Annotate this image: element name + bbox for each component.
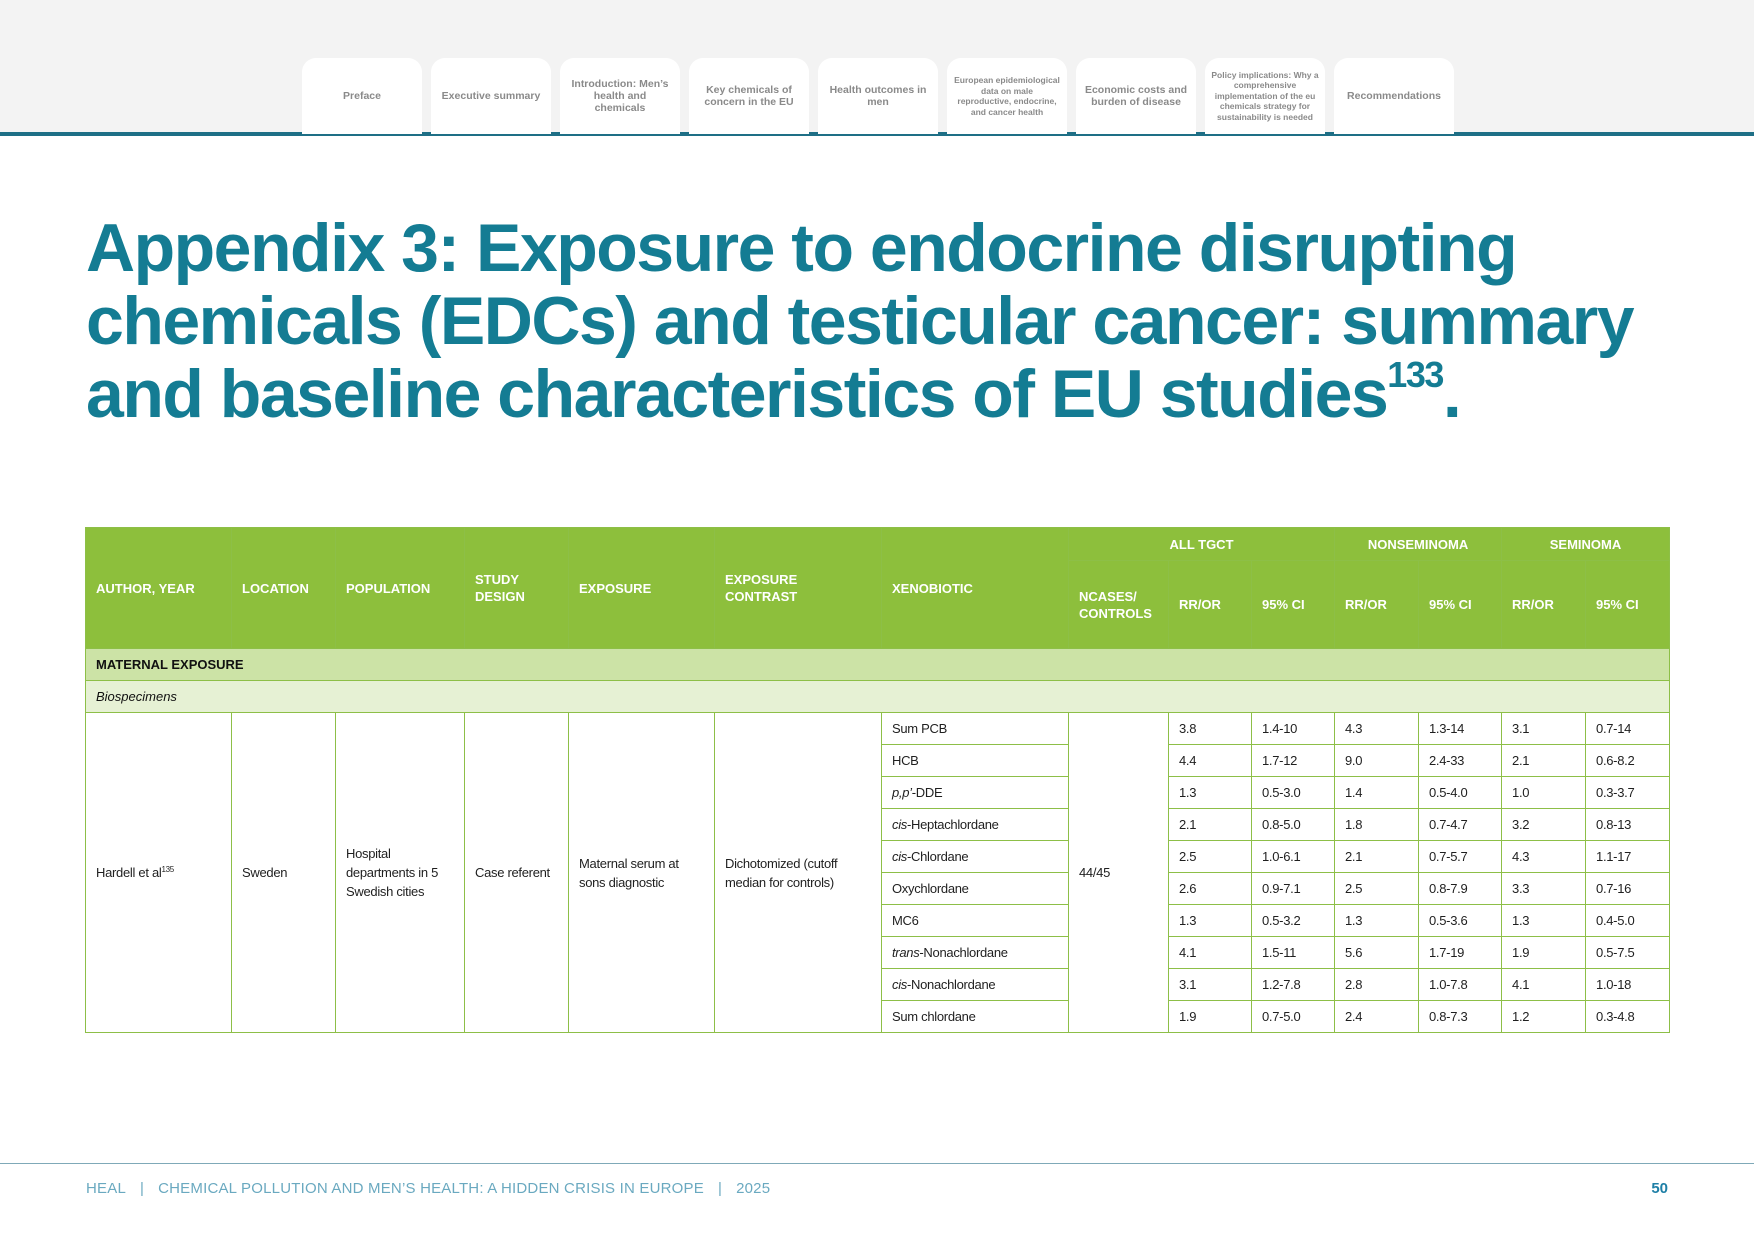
xenobiotic-prefix: cis bbox=[892, 977, 907, 992]
cell-all-ci: 0.8-5.0 bbox=[1252, 809, 1335, 841]
cell-non-ci: 0.5-4.0 bbox=[1419, 777, 1502, 809]
cell-xenobiotic bbox=[882, 873, 1069, 905]
cell-non-ci: 1.0-7.8 bbox=[1419, 969, 1502, 1001]
cell-all-rr: 2.6 bbox=[1169, 873, 1252, 905]
cell-all-rr: 1.9 bbox=[1169, 1001, 1252, 1033]
xenobiotic-prefix: cis bbox=[892, 817, 907, 832]
cell-non-ci: 2.4-33 bbox=[1419, 745, 1502, 777]
xenobiotic-prefix: cis bbox=[892, 849, 907, 864]
footer-year: 2025 bbox=[736, 1180, 771, 1197]
cell-sem-rr: 3.1 bbox=[1502, 713, 1586, 745]
xenobiotic-name: HCB bbox=[892, 753, 919, 768]
tab-economic-costs[interactable] bbox=[1076, 58, 1196, 134]
footer-separator: | bbox=[717, 1180, 723, 1197]
cell-study-design: Case referent bbox=[465, 713, 569, 1033]
tab-label: European epidemiological data on male reproductive, endocrine, and cancer health bbox=[954, 75, 1060, 117]
footer-report-title: CHEMICAL POLLUTION AND MEN’S HEALTH: A HIDDEN CRISIS IN EUROPE bbox=[158, 1180, 704, 1197]
tab-executive-summary[interactable] bbox=[431, 58, 551, 134]
cell-non-rr: 9.0 bbox=[1335, 745, 1419, 777]
cell-sem-rr: 1.3 bbox=[1502, 905, 1586, 937]
page-number: 50 bbox=[1651, 1180, 1668, 1197]
cell-sem-rr: 1.9 bbox=[1502, 937, 1586, 969]
xenobiotic-name: MC6 bbox=[892, 913, 919, 928]
cell-sem-rr: 4.3 bbox=[1502, 841, 1586, 873]
cell-sem-ci: 0.7-14 bbox=[1586, 713, 1670, 745]
cell-non-ci: 0.7-4.7 bbox=[1419, 809, 1502, 841]
cell-sem-ci: 0.8-13 bbox=[1586, 809, 1670, 841]
cell-xenobiotic bbox=[882, 745, 1069, 777]
cell-all-ci: 0.5-3.0 bbox=[1252, 777, 1335, 809]
header-all-rr: RR/OR bbox=[1169, 561, 1252, 649]
author-reference: 135 bbox=[161, 865, 174, 874]
section-label: MATERNAL EXPOSURE bbox=[86, 649, 1670, 681]
cell-all-rr: 2.1 bbox=[1169, 809, 1252, 841]
header-xenobiotic: XENOBIOTIC bbox=[882, 528, 1069, 649]
header-author: AUTHOR, YEAR bbox=[86, 528, 232, 649]
cell-all-ci: 1.7-12 bbox=[1252, 745, 1335, 777]
tab-label: Preface bbox=[343, 90, 381, 102]
cell-sem-rr: 4.1 bbox=[1502, 969, 1586, 1001]
cell-author bbox=[86, 713, 232, 1033]
cell-sem-ci: 0.7-16 bbox=[1586, 873, 1670, 905]
cell-all-ci: 1.2-7.8 bbox=[1252, 969, 1335, 1001]
xenobiotic-name: -Nonachlordane bbox=[919, 945, 1008, 960]
header-exposure: EXPOSURE bbox=[569, 528, 715, 649]
cell-sem-ci: 1.1-17 bbox=[1586, 841, 1670, 873]
header-non-rr: RR/OR bbox=[1335, 561, 1419, 649]
tab-label: Introduction: Men’s health and chemicals bbox=[571, 78, 669, 114]
cell-xenobiotic bbox=[882, 809, 1069, 841]
cell-location: Sweden bbox=[232, 713, 336, 1033]
tab-key-chemicals[interactable] bbox=[689, 58, 809, 134]
tab-epidemiological-data[interactable] bbox=[947, 58, 1067, 134]
footer-divider bbox=[0, 1163, 1754, 1164]
title-text: Exposure to endocrine disrupting chemicals (EDCs) and testicular cancer: summary and baseline characteristics of EU studies bbox=[86, 210, 1634, 432]
cell-non-rr: 4.3 bbox=[1335, 713, 1419, 745]
cell-non-ci: 0.5-3.6 bbox=[1419, 905, 1502, 937]
tab-label: Policy implications: Why a comprehensive implementation of the eu chemicals strategy for sustainability is needed bbox=[1211, 69, 1319, 122]
xenobiotic-name: -Chlordane bbox=[907, 849, 969, 864]
xenobiotic-name: -Nonachlordane bbox=[907, 977, 996, 992]
cell-sem-ci: 0.3-4.8 bbox=[1586, 1001, 1670, 1033]
cell-population: Hospital departments in 5 Swedish cities bbox=[336, 713, 465, 1033]
study-table bbox=[85, 527, 1670, 1033]
tab-introduction[interactable] bbox=[560, 58, 680, 134]
xenobiotic-name: -Heptachlordane bbox=[907, 817, 999, 832]
author-name: Hardell et al bbox=[96, 865, 162, 880]
tab-preface[interactable] bbox=[302, 58, 422, 134]
cell-sem-ci: 0.6-8.2 bbox=[1586, 745, 1670, 777]
tab-label: Economic costs and burden of disease bbox=[1084, 84, 1188, 108]
cell-exposure: Maternal serum at sons diagnostic bbox=[569, 713, 715, 1033]
cell-all-ci: 1.5-11 bbox=[1252, 937, 1335, 969]
cell-non-ci: 0.8-7.3 bbox=[1419, 1001, 1502, 1033]
tab-policy-implications[interactable] bbox=[1205, 58, 1325, 134]
subsection-label: Biospecimens bbox=[86, 681, 1670, 713]
header-ncases-controls: NCASES/ CONTROLS bbox=[1069, 561, 1169, 649]
title-end: . bbox=[1442, 356, 1461, 432]
cell-non-ci: 1.3-14 bbox=[1419, 713, 1502, 745]
header-nonseminoma: NONSEMINOMA bbox=[1335, 528, 1502, 561]
tab-label: Key chemicals of concern in the EU bbox=[704, 84, 794, 108]
cell-sem-ci: 1.0-18 bbox=[1586, 969, 1670, 1001]
page-title bbox=[86, 212, 1646, 431]
cell-xenobiotic bbox=[882, 777, 1069, 809]
cell-non-ci: 1.7-19 bbox=[1419, 937, 1502, 969]
cell-xenobiotic bbox=[882, 969, 1069, 1001]
cell-exposure-contrast: Dichotomized (cutoff median for controls) bbox=[715, 713, 882, 1033]
chapter-tabs bbox=[302, 58, 1454, 134]
tab-recommendations[interactable] bbox=[1334, 58, 1454, 134]
cell-all-rr: 4.4 bbox=[1169, 745, 1252, 777]
header-exposure-contrast: EXPOSURE CONTRAST bbox=[715, 528, 882, 649]
header-all-tgct: ALL TGCT bbox=[1069, 528, 1335, 561]
xenobiotic-name: -DDE bbox=[911, 785, 943, 800]
header-location: LOCATION bbox=[232, 528, 336, 649]
header-sem-rr: RR/OR bbox=[1502, 561, 1586, 649]
cell-all-ci: 0.5-3.2 bbox=[1252, 905, 1335, 937]
cell-all-ci: 1.0-6.1 bbox=[1252, 841, 1335, 873]
cell-non-rr: 2.5 bbox=[1335, 873, 1419, 905]
cell-all-rr: 3.1 bbox=[1169, 969, 1252, 1001]
tab-health-outcomes[interactable] bbox=[818, 58, 938, 134]
cell-all-rr: 2.5 bbox=[1169, 841, 1252, 873]
table-row bbox=[86, 713, 1670, 745]
header-all-ci: 95% CI bbox=[1252, 561, 1335, 649]
xenobiotic-prefix: trans bbox=[892, 945, 920, 960]
cell-all-ci: 0.7-5.0 bbox=[1252, 1001, 1335, 1033]
title-reference: 133 bbox=[1387, 354, 1443, 395]
header-seminoma: SEMINOMA bbox=[1502, 528, 1670, 561]
header-study-design: STUDY DESIGN bbox=[465, 528, 569, 649]
cell-sem-ci: 0.4-5.0 bbox=[1586, 905, 1670, 937]
header-population: POPULATION bbox=[336, 528, 465, 649]
cell-xenobiotic bbox=[882, 905, 1069, 937]
cell-non-rr: 1.8 bbox=[1335, 809, 1419, 841]
cell-non-rr: 2.4 bbox=[1335, 1001, 1419, 1033]
cell-non-ci: 0.8-7.9 bbox=[1419, 873, 1502, 905]
section-row bbox=[86, 649, 1670, 681]
tab-label: Health outcomes in men bbox=[829, 84, 927, 108]
top-navigation bbox=[0, 0, 1754, 136]
subsection-row bbox=[86, 681, 1670, 713]
tab-label: Executive summary bbox=[441, 90, 541, 102]
cell-xenobiotic bbox=[882, 1001, 1069, 1033]
cell-xenobiotic bbox=[882, 937, 1069, 969]
title-strong: Appendix 3: bbox=[86, 210, 459, 286]
footer bbox=[86, 1180, 770, 1197]
cell-all-rr: 4.1 bbox=[1169, 937, 1252, 969]
cell-sem-ci: 0.3-3.7 bbox=[1586, 777, 1670, 809]
cell-non-rr: 2.8 bbox=[1335, 969, 1419, 1001]
footer-org: HEAL bbox=[86, 1180, 126, 1197]
footer-separator: | bbox=[140, 1180, 145, 1197]
cell-non-rr: 1.4 bbox=[1335, 777, 1419, 809]
cell-all-rr: 1.3 bbox=[1169, 777, 1252, 809]
cell-sem-rr: 3.3 bbox=[1502, 873, 1586, 905]
cell-non-rr: 5.6 bbox=[1335, 937, 1419, 969]
cell-all-ci: 1.4-10 bbox=[1252, 713, 1335, 745]
xenobiotic-name: Sum PCB bbox=[892, 721, 947, 736]
cell-sem-rr: 2.1 bbox=[1502, 745, 1586, 777]
cell-sem-ci: 0.5-7.5 bbox=[1586, 937, 1670, 969]
cell-sem-rr: 1.2 bbox=[1502, 1001, 1586, 1033]
cell-non-rr: 2.1 bbox=[1335, 841, 1419, 873]
xenobiotic-name: Oxychlordane bbox=[892, 881, 969, 896]
cell-all-rr: 3.8 bbox=[1169, 713, 1252, 745]
cell-xenobiotic bbox=[882, 713, 1069, 745]
cell-all-ci: 0.9-7.1 bbox=[1252, 873, 1335, 905]
header-sem-ci: 95% CI bbox=[1586, 561, 1670, 649]
cell-sem-rr: 1.0 bbox=[1502, 777, 1586, 809]
header-non-ci: 95% CI bbox=[1419, 561, 1502, 649]
cell-sem-rr: 3.2 bbox=[1502, 809, 1586, 841]
cell-ncases-controls: 44/45 bbox=[1069, 713, 1169, 1033]
cell-xenobiotic bbox=[882, 841, 1069, 873]
xenobiotic-name: Sum chlordane bbox=[892, 1009, 976, 1024]
tab-label: Recommendations bbox=[1347, 90, 1441, 102]
cell-all-rr: 1.3 bbox=[1169, 905, 1252, 937]
cell-non-rr: 1.3 bbox=[1335, 905, 1419, 937]
xenobiotic-prefix: p,p’ bbox=[892, 785, 912, 800]
cell-non-ci: 0.7-5.7 bbox=[1419, 841, 1502, 873]
